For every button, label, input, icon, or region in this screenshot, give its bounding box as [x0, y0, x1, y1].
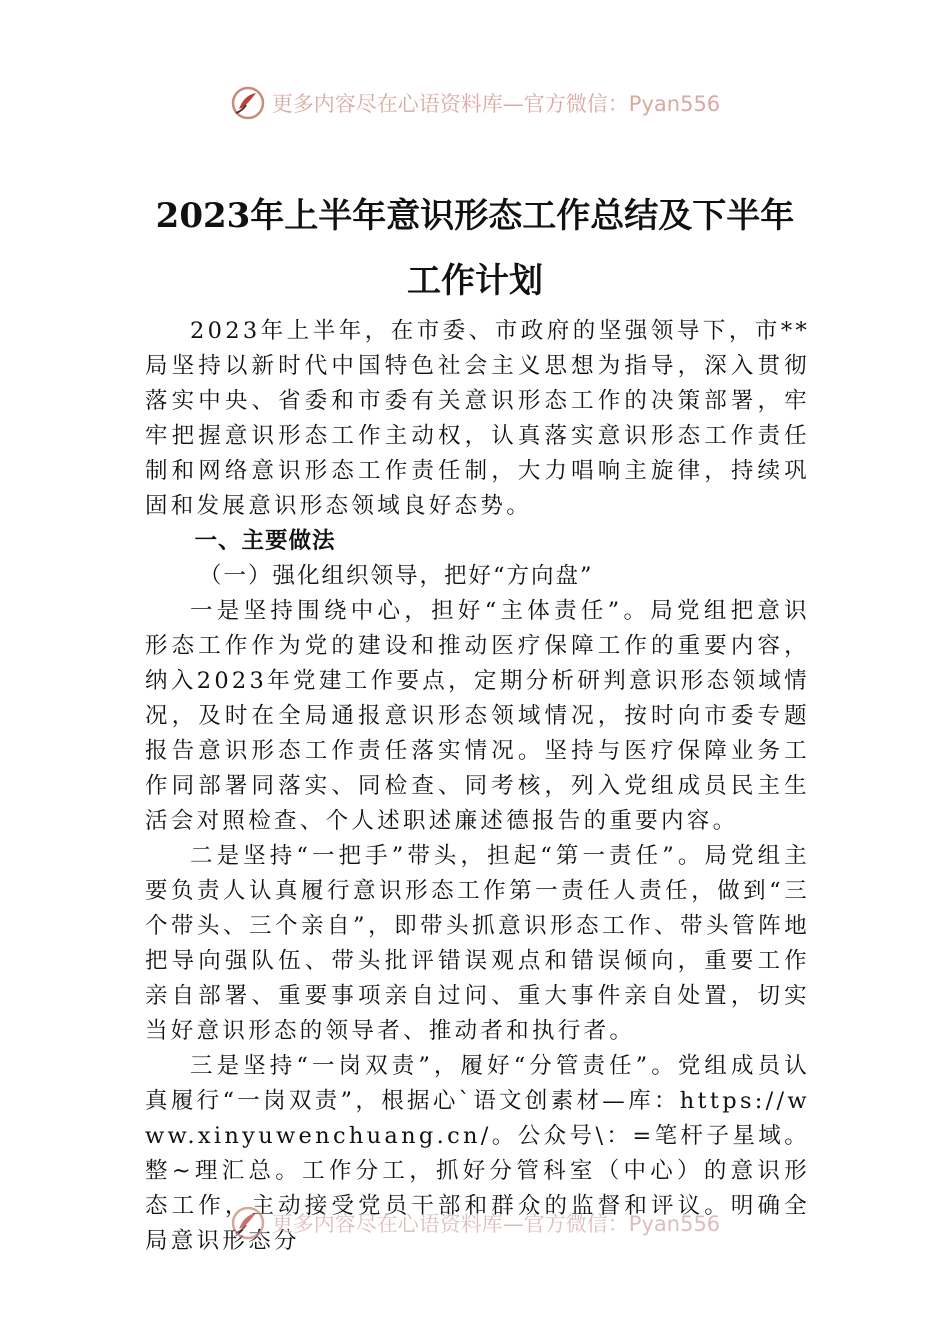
section-heading: 一、主要做法 [194, 528, 336, 554]
top-watermark-banner [0, 83, 950, 123]
document-title-line2: 工作计划 [407, 261, 543, 301]
pen-logo-icon [230, 1205, 266, 1241]
paragraph-3: 三是坚持“一岗双责”，履好“分管责任”。党组成员认真履行“一岗双责”，根据心`语文创素材—库：https://www.xinyuwenchuang.cn/。公众号\：=笔杆子星域。整~理汇总。工作分工，抓好分管科室（中心）的意识形态工作，主动接受党员干部和群众的监督和评议。明确全局意识形态分 [145, 1053, 810, 1254]
pen-logo-icon [230, 85, 266, 121]
watermark-text: 更多内容尽在心语资料库—官方微信：Pyan556 [271, 92, 721, 116]
paragraph-1: 一是坚持围绕中心，担好“主体责任”。局党组把意识形态工作作为党的建设和推动医疗保障工作的重要内容，纳入2023年党建工作要点，定期分析研判意识形态领域情况，及时在全局通报意识形态领域情况，按时向市委专题报告意识形态工作责任落实情况。坚持与医疗保障业务工作同部署同落实、同检查、同考核，列入党组成员民主生活会对照检查、个人述职述廉述德报告的重要内容。 [145, 598, 810, 834]
document-body [145, 314, 810, 1259]
watermark-text: 更多内容尽在心语资料库—官方微信：Pyan556 [271, 1212, 721, 1236]
paragraph-2: 二是坚持“一把手”带头，担起“第一责任”。局党组主要负责人认真履行意识形态工作第一责任人责任，做到“三个带头、三个亲自”，即带头抓意识形态工作、带头管阵地把导向强队伍、带头批评错误观点和错误倾向，重要工作亲自部署、重要事项亲自过问、重大事件亲自处置，切实当好意识形态的领导者、推动者和执行者。 [145, 843, 810, 1044]
intro-paragraph: 2023年上半年，在市委、市政府的坚强领导下，市**局坚持以新时代中国特色社会主义思想为指导，深入贯彻落实中央、省委和市委有关意识形态工作的决策部署，牢牢把握意识形态工作主动权，认真落实意识形态工作责任制和网络意识形态工作责任制，大力唱响主旋律，持续巩固和发展意识形态领域良好态势。 [145, 318, 810, 519]
bottom-watermark-banner [0, 1203, 950, 1243]
document-title-line1: 2023年上半年意识形态工作总结及下半年 [155, 196, 795, 236]
subsection-heading: （一）强化组织领导，把好“方向盘” [199, 563, 594, 589]
